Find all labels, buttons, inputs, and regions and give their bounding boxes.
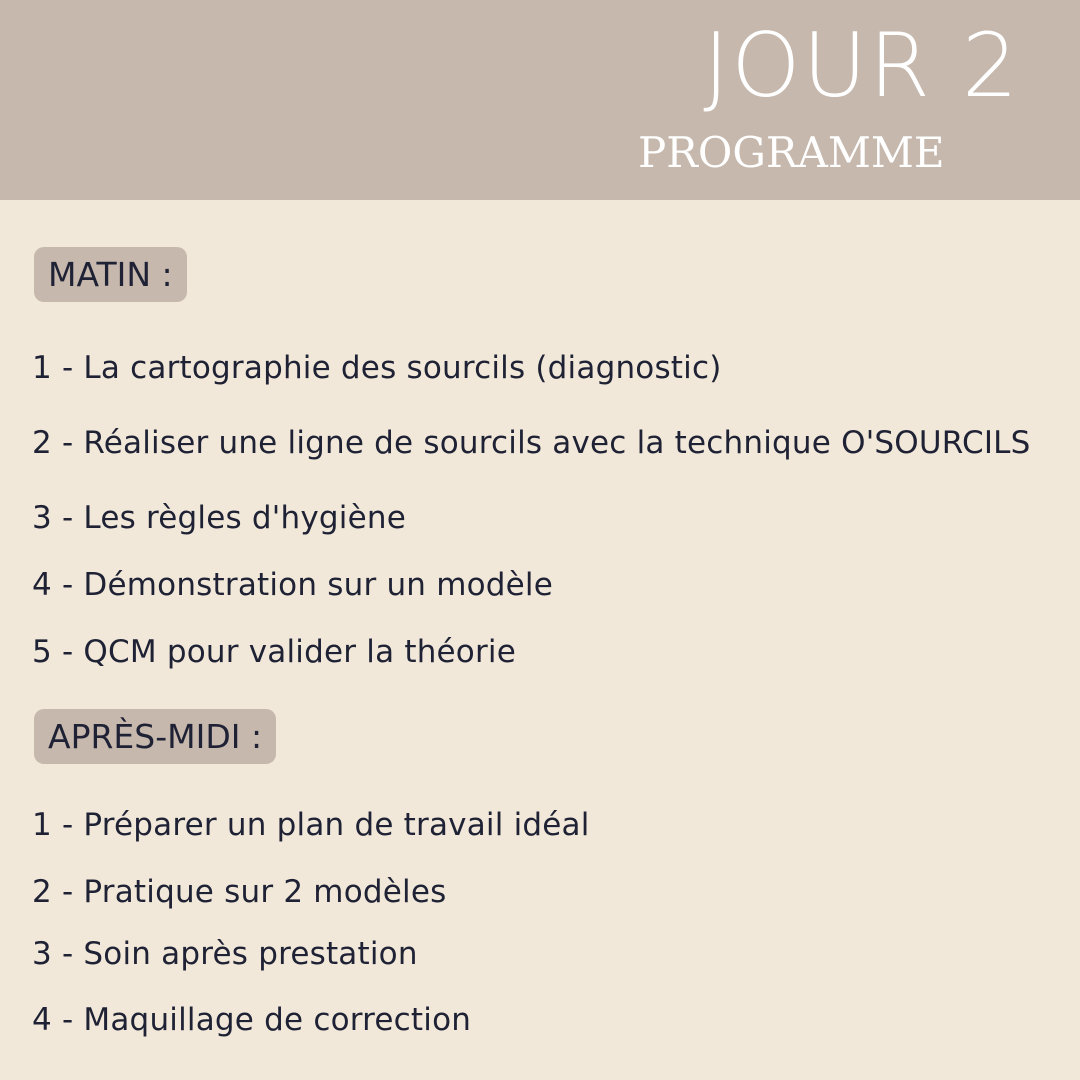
- afternoon-item-4: 4 - Maquillage de correction: [32, 1002, 472, 1038]
- program-subtitle: PROGRAMME: [638, 128, 945, 177]
- morning-item-5: 5 - QCM pour valider la théorie: [32, 634, 517, 670]
- day-title: JOUR 2: [703, 14, 1020, 117]
- morning-item-2: 2 - Réaliser une ligne de sourcils avec la technique O'SOURCILS: [32, 425, 1031, 461]
- afternoon-item-3: 3 - Soin après prestation: [32, 936, 418, 972]
- morning-item-3: 3 - Les règles d'hygiène: [32, 500, 406, 536]
- afternoon-item-1: 1 - Préparer un plan de travail idéal: [32, 807, 590, 843]
- morning-item-4: 4 - Démonstration sur un modèle: [32, 567, 553, 603]
- afternoon-item-2: 2 - Pratique sur 2 modèles: [32, 874, 447, 910]
- header-banner: [0, 0, 1080, 200]
- morning-section-label: MATIN :: [34, 247, 187, 302]
- morning-item-1: 1 - La cartographie des sourcils (diagnostic): [32, 350, 722, 386]
- afternoon-section-label: APRÈS-MIDI :: [34, 709, 276, 764]
